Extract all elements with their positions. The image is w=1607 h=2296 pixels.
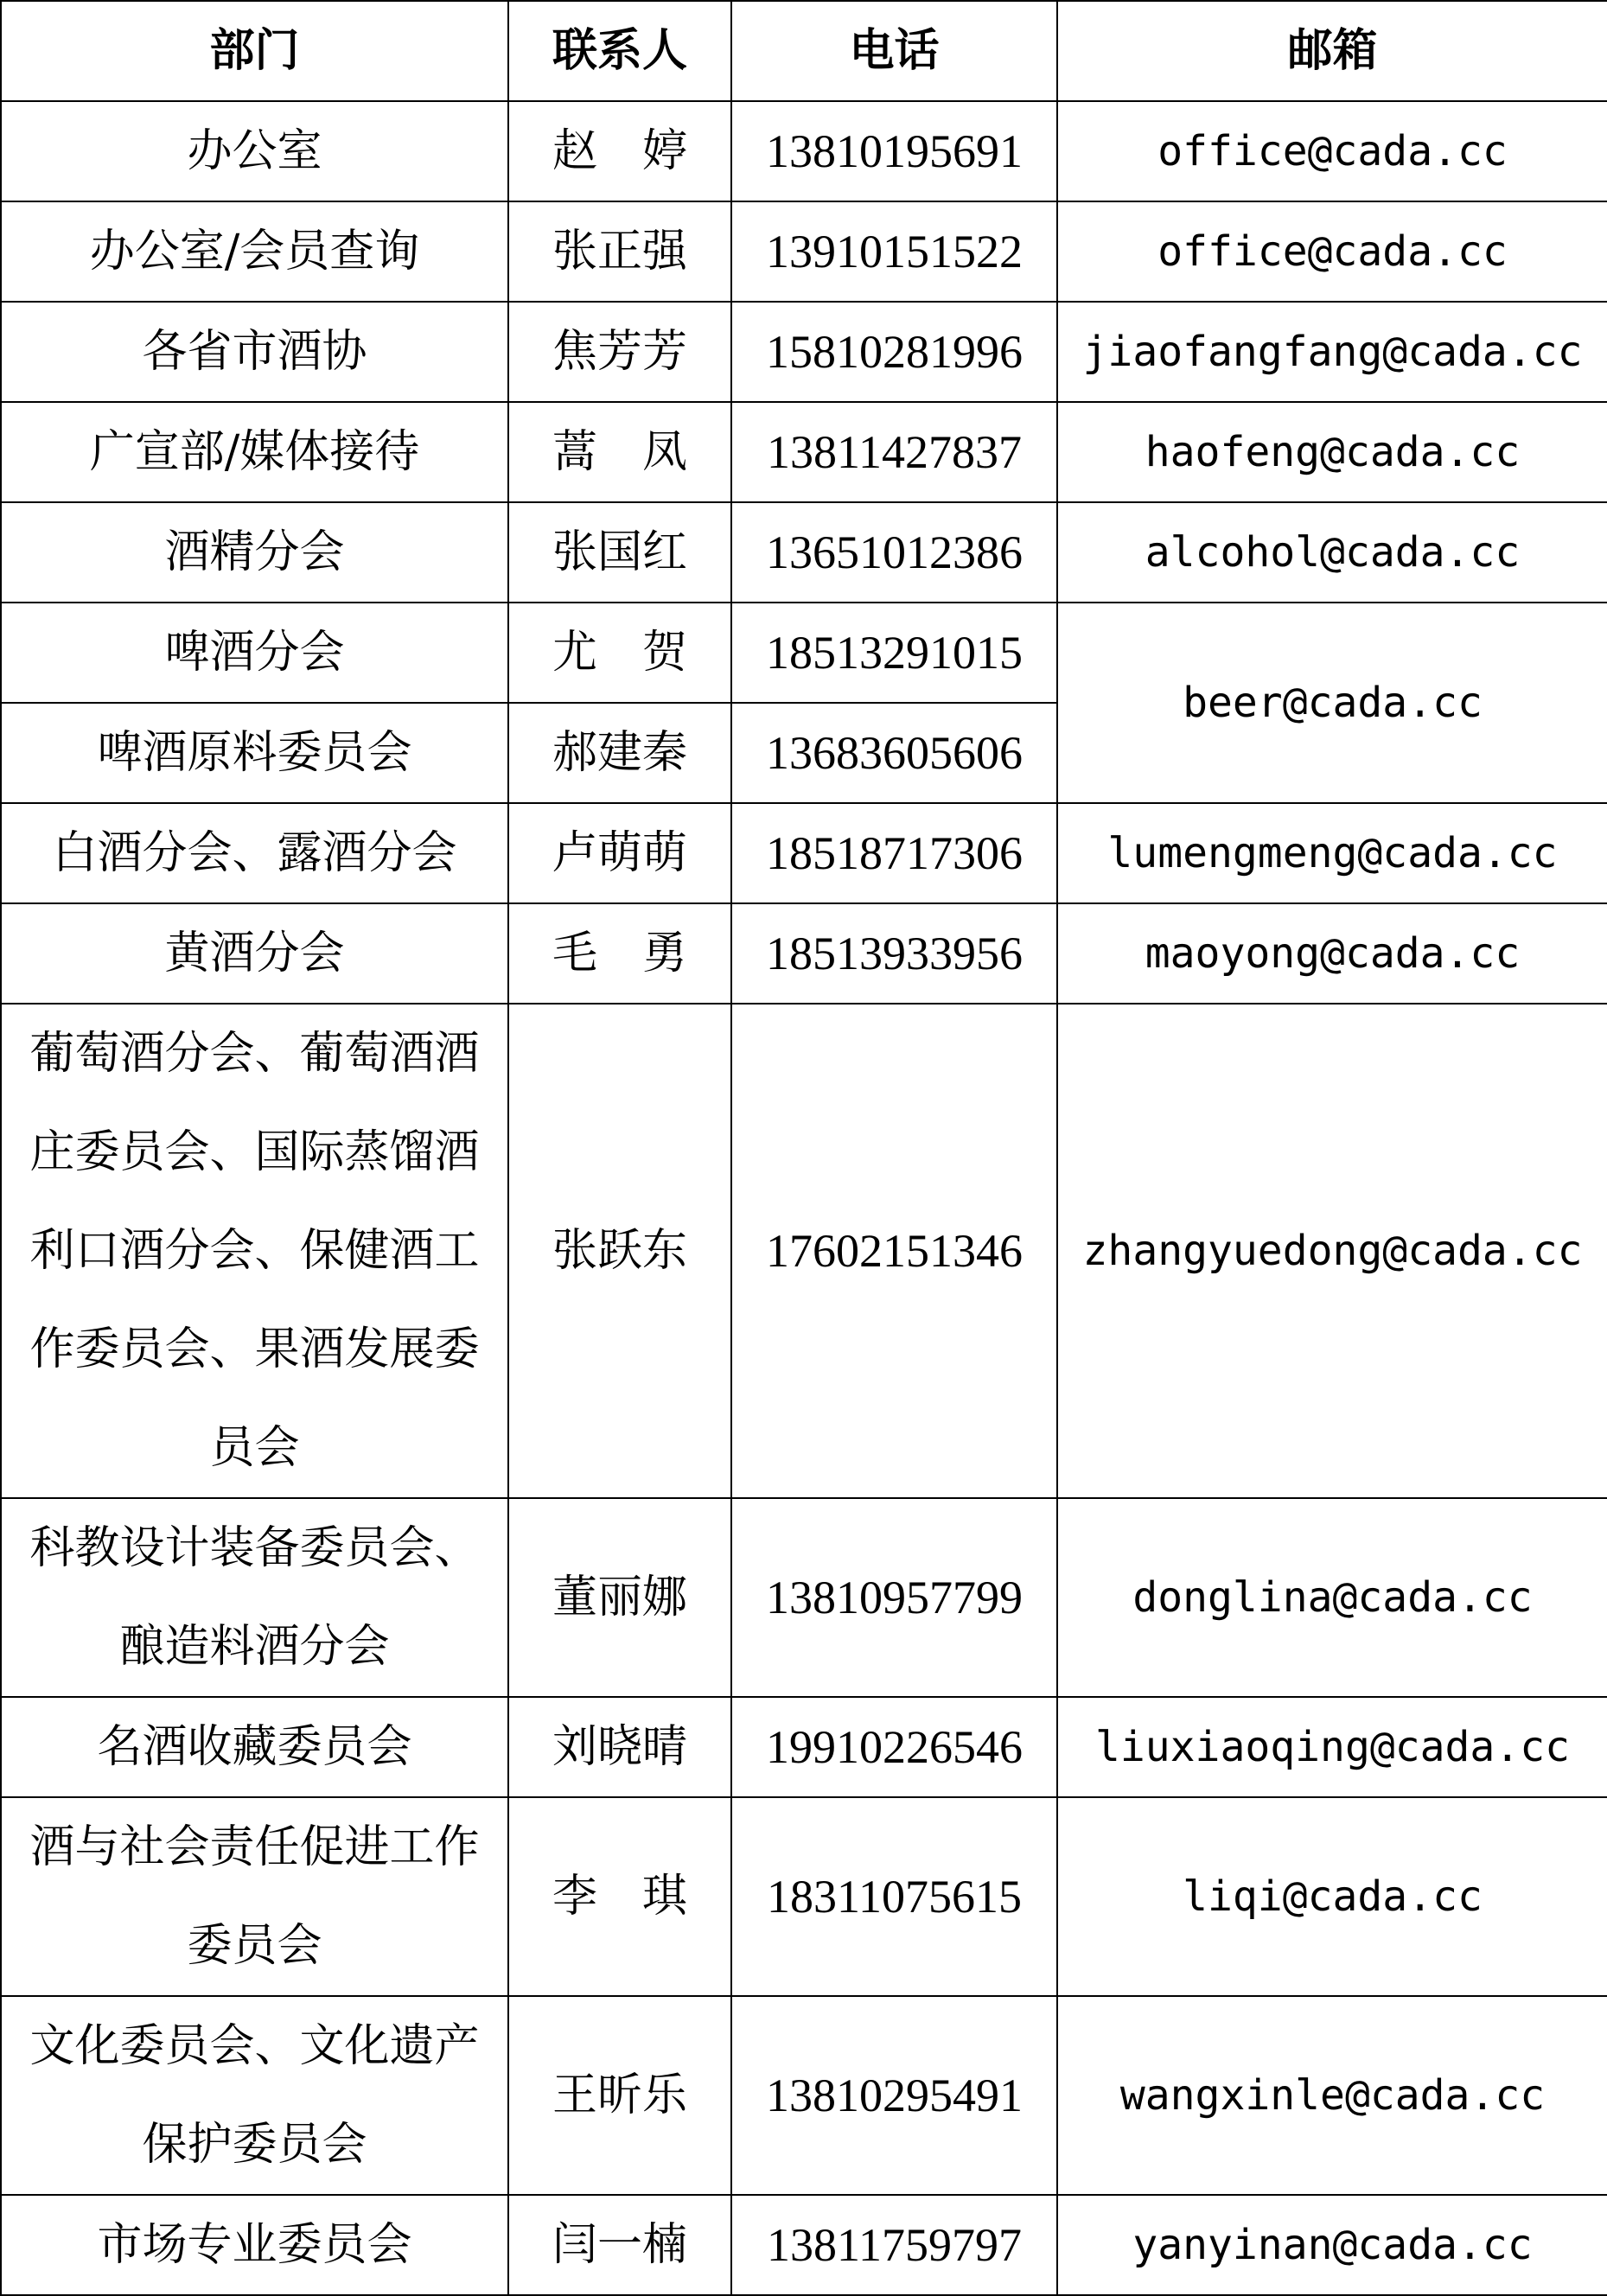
- phone-cell: 13810957799: [731, 1498, 1057, 1697]
- contact-cell: 毛 勇: [508, 903, 731, 1004]
- phone-cell: 13810195691: [731, 101, 1057, 201]
- dept-cell: 市场专业委员会: [1, 2195, 508, 2295]
- dept-cell: 酒与社会责任促进工作委员会: [1, 1797, 508, 1996]
- contact-cell: 李 琪: [508, 1797, 731, 1996]
- email-cell[interactable]: beer@cada.cc: [1057, 603, 1607, 803]
- table-row: [1, 1498, 1607, 1697]
- phone-cell: 19910226546: [731, 1697, 1057, 1797]
- email-cell[interactable]: office@cada.cc: [1057, 101, 1607, 201]
- email-cell[interactable]: lumengmeng@cada.cc: [1057, 803, 1607, 903]
- email-cell[interactable]: office@cada.cc: [1057, 201, 1607, 302]
- header-email: 邮箱: [1057, 1, 1607, 101]
- phone-cell: 18311075615: [731, 1797, 1057, 1996]
- table-row: [1, 302, 1607, 402]
- dept-cell: 广宣部/媒体接待: [1, 402, 508, 502]
- contact-cell: 蒿 凤: [508, 402, 731, 502]
- contact-cell: 卢萌萌: [508, 803, 731, 903]
- contact-cell: 赵 婷: [508, 101, 731, 201]
- header-row: [1, 1, 1607, 101]
- phone-cell: 15810281996: [731, 302, 1057, 402]
- phone-cell: 13811427837: [731, 402, 1057, 502]
- table-row: [1, 201, 1607, 302]
- dept-cell: 办公室/会员查询: [1, 201, 508, 302]
- email-cell[interactable]: donglina@cada.cc: [1057, 1498, 1607, 1697]
- email-cell[interactable]: jiaofangfang@cada.cc: [1057, 302, 1607, 402]
- dept-cell: 文化委员会、文化遗产保护委员会: [1, 1996, 508, 2195]
- dept-cell: 名酒收藏委员会: [1, 1697, 508, 1797]
- contact-cell: 张跃东: [508, 1004, 731, 1498]
- table-row: [1, 1996, 1607, 2195]
- dept-cell: 黄酒分会: [1, 903, 508, 1004]
- phone-cell: 13910151522: [731, 201, 1057, 302]
- dept-cell: 啤酒分会: [1, 603, 508, 703]
- dept-cell: 白酒分会、露酒分会: [1, 803, 508, 903]
- contact-cell: 张国红: [508, 502, 731, 603]
- table-row: [1, 903, 1607, 1004]
- contact-cell: 董丽娜: [508, 1498, 731, 1697]
- dept-cell: 葡萄酒分会、葡萄酒酒庄委员会、国际蒸馏酒利口酒分会、保健酒工作委员会、果酒发展委员会: [1, 1004, 508, 1498]
- email-cell[interactable]: zhangyuedong@cada.cc: [1057, 1004, 1607, 1498]
- email-cell[interactable]: wangxinle@cada.cc: [1057, 1996, 1607, 2195]
- header-contact: 联系人: [508, 1, 731, 101]
- header-phone: 电话: [731, 1, 1057, 101]
- contact-cell: 张正强: [508, 201, 731, 302]
- dept-cell: 酒精分会: [1, 502, 508, 603]
- table-row: [1, 502, 1607, 603]
- phone-cell: 13810295491: [731, 1996, 1057, 2195]
- header-dept: 部门: [1, 1, 508, 101]
- dept-cell: 办公室: [1, 101, 508, 201]
- dept-cell: 各省市酒协: [1, 302, 508, 402]
- phone-cell: 17602151346: [731, 1004, 1057, 1498]
- contact-cell: 刘晓晴: [508, 1697, 731, 1797]
- table-row: [1, 402, 1607, 502]
- email-cell[interactable]: liqi@cada.cc: [1057, 1797, 1607, 1996]
- email-cell[interactable]: liuxiaoqing@cada.cc: [1057, 1697, 1607, 1797]
- contact-cell: 王昕乐: [508, 1996, 731, 2195]
- contact-cell: 郝建秦: [508, 703, 731, 803]
- phone-cell: 18518717306: [731, 803, 1057, 903]
- table-row: [1, 1797, 1607, 1996]
- email-cell[interactable]: yanyinan@cada.cc: [1057, 2195, 1607, 2295]
- table-row: [1, 603, 1607, 703]
- email-cell[interactable]: haofeng@cada.cc: [1057, 402, 1607, 502]
- phone-cell: 18513291015: [731, 603, 1057, 703]
- table-row: [1, 803, 1607, 903]
- dept-cell: 科教设计装备委员会、酿造料酒分会: [1, 1498, 508, 1697]
- table-row: [1, 1004, 1607, 1498]
- contact-cell: 闫一楠: [508, 2195, 731, 2295]
- table-row: [1, 101, 1607, 201]
- email-cell[interactable]: maoyong@cada.cc: [1057, 903, 1607, 1004]
- phone-cell: 13651012386: [731, 502, 1057, 603]
- dept-cell: 啤酒原料委员会: [1, 703, 508, 803]
- phone-cell: 18513933956: [731, 903, 1057, 1004]
- contact-cell: 焦芳芳: [508, 302, 731, 402]
- contact-cell: 尤 贺: [508, 603, 731, 703]
- table-row: [1, 1697, 1607, 1797]
- email-cell[interactable]: alcohol@cada.cc: [1057, 502, 1607, 603]
- table-row: [1, 2195, 1607, 2295]
- phone-cell: 13683605606: [731, 703, 1057, 803]
- phone-cell: 13811759797: [731, 2195, 1057, 2295]
